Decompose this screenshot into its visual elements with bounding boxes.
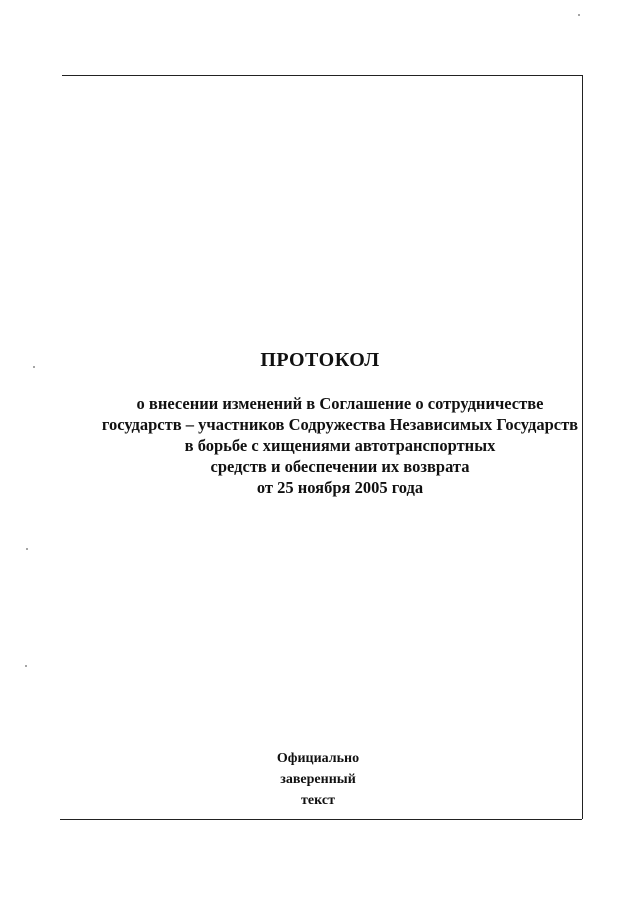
document-title: ПРОТОКОЛ	[260, 349, 380, 371]
scan-speck	[25, 665, 27, 667]
scan-speck	[578, 14, 580, 16]
subtitle-line: государств – участников Содружества Независимых Государств	[101, 415, 579, 434]
certification-note	[218, 748, 418, 811]
document-subtitle	[40, 393, 640, 498]
page-frame-bottom-line	[60, 819, 582, 820]
subtitle-line: в борьбе с хищениями автотранспортных	[184, 436, 496, 455]
subtitle-line: от 25 ноября 2005 года	[256, 478, 424, 497]
certification-line: заверенный	[280, 772, 356, 787]
page-frame-top-line	[62, 75, 582, 76]
certification-line: текст	[301, 793, 335, 808]
scan-speck	[26, 548, 28, 550]
subtitle-line: средств и обеспечении их возврата	[210, 457, 470, 476]
subtitle-line: о внесении изменений в Соглашение о сотрудничестве	[136, 394, 544, 413]
certification-line: Официально	[276, 751, 360, 766]
